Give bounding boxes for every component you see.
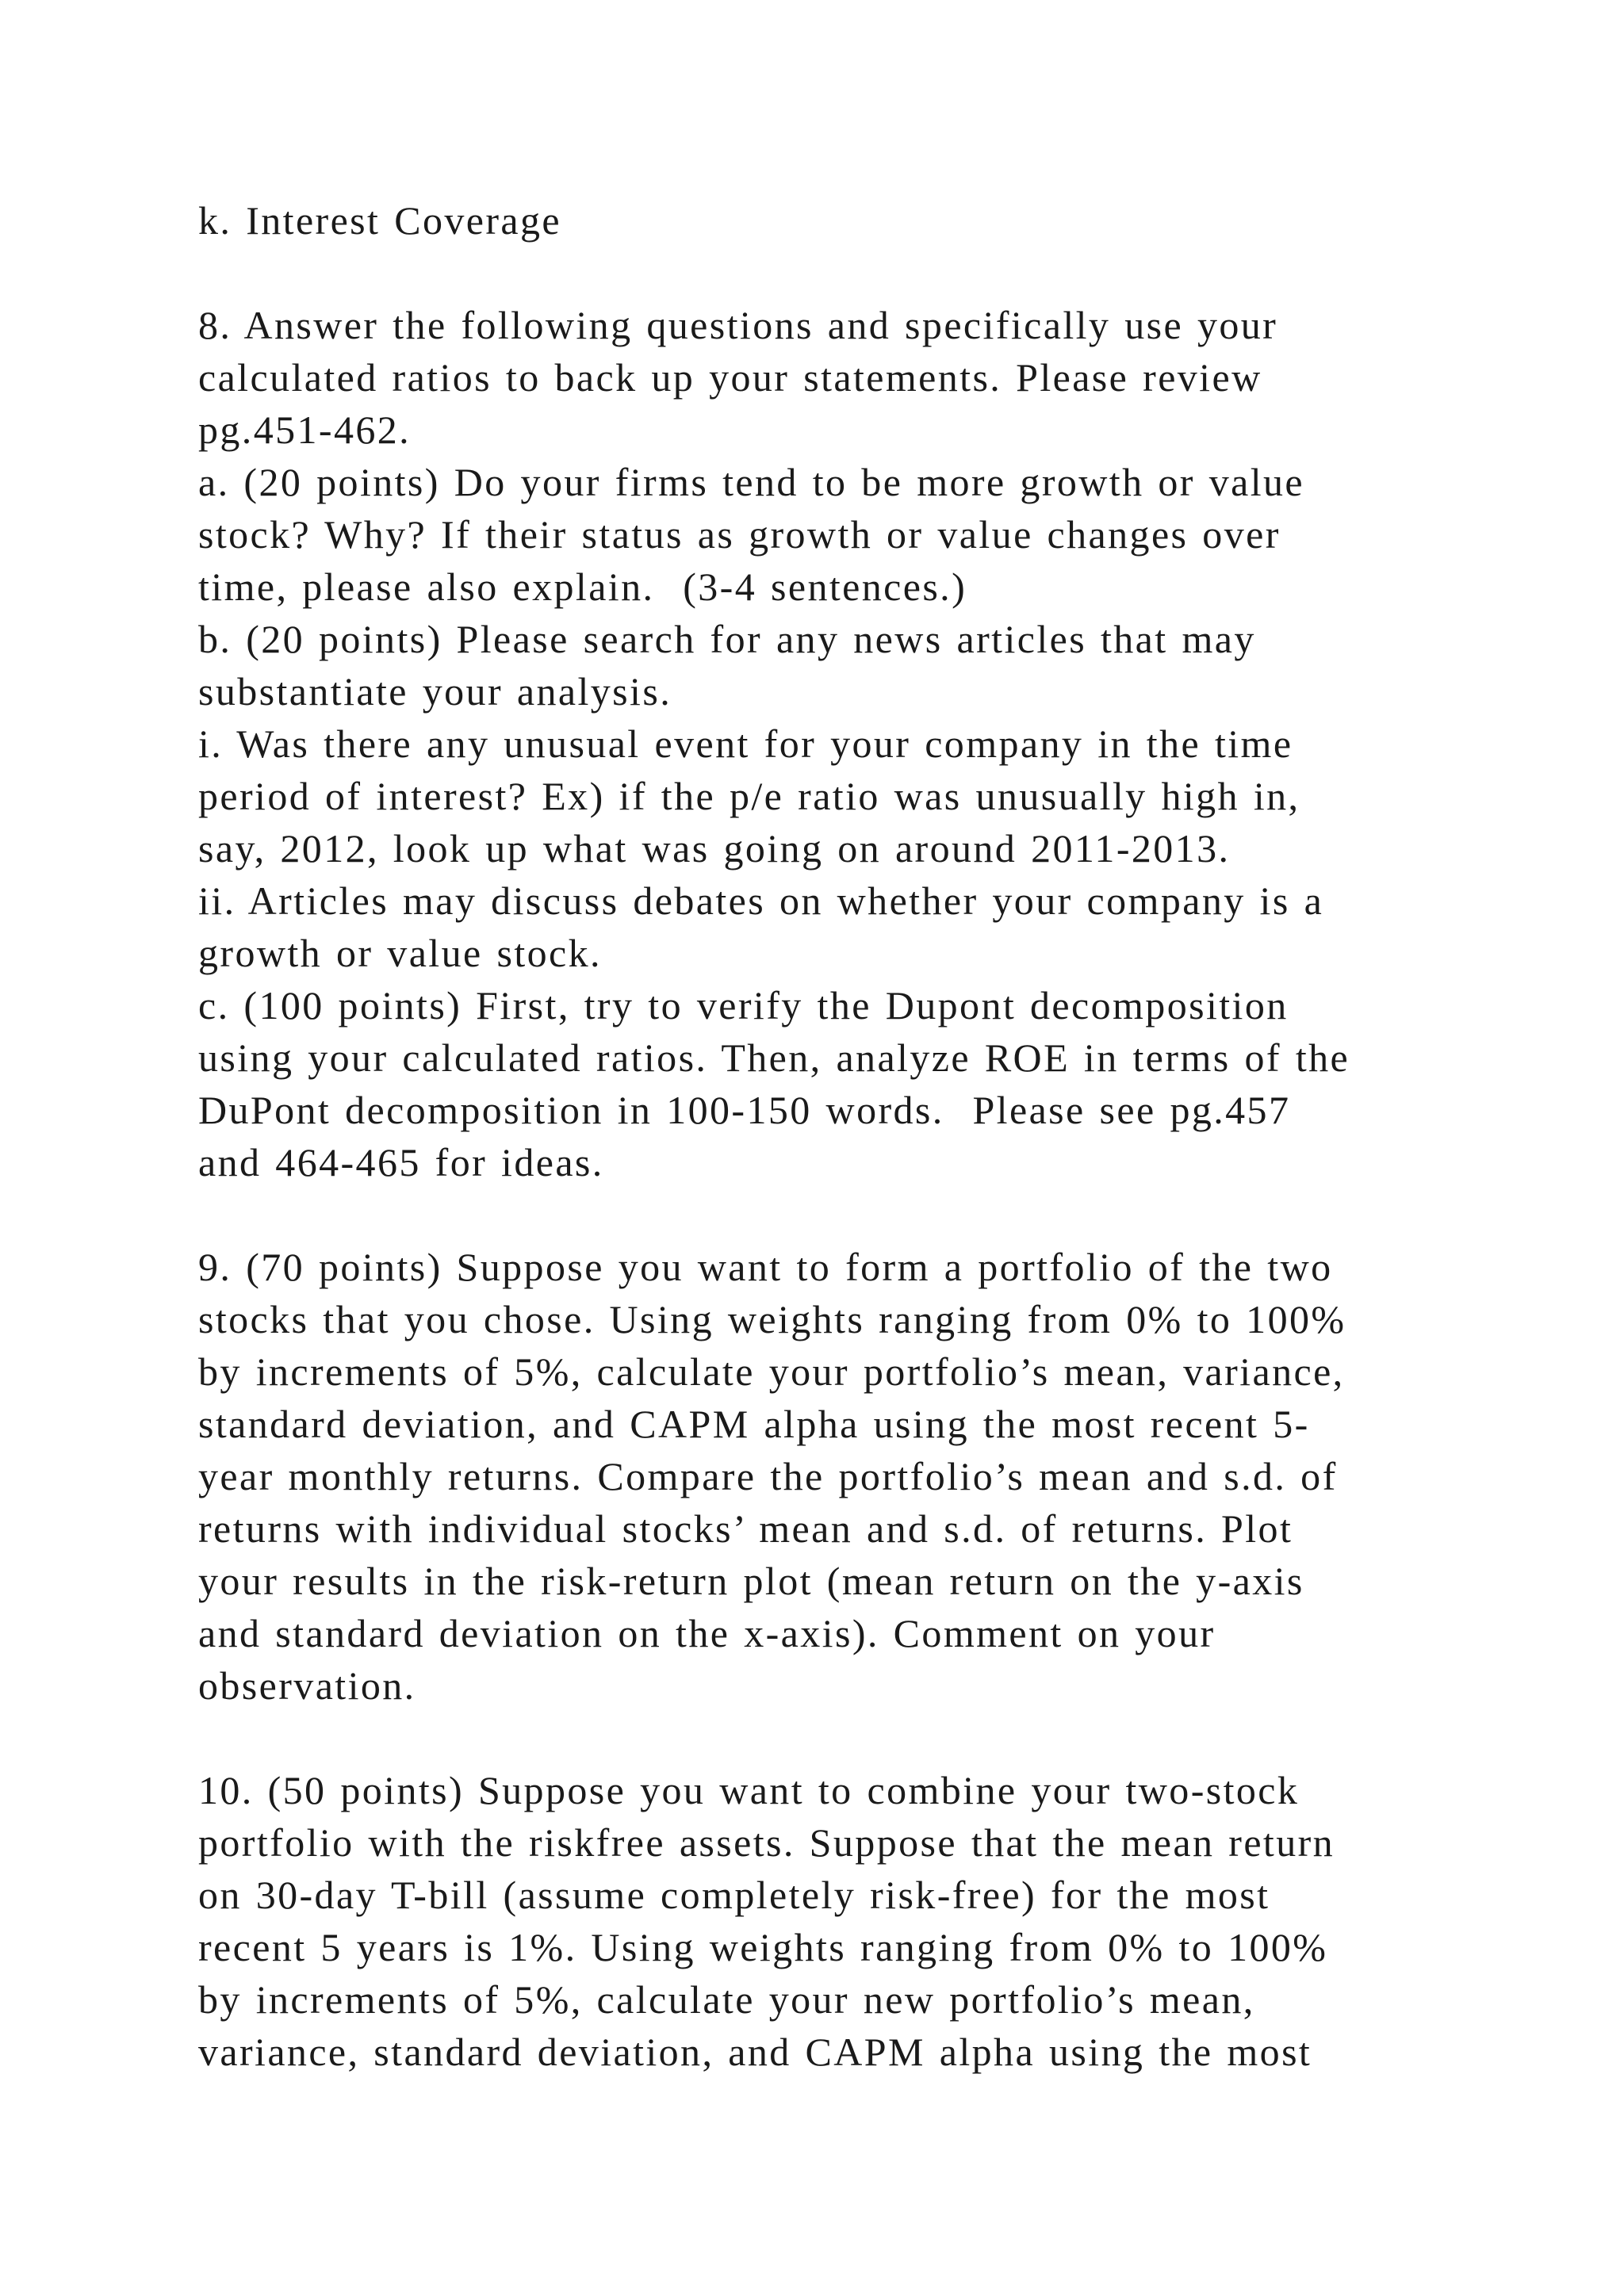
text-line: a. (20 points) Do your firms tend to be more growth or value (198, 460, 1305, 504)
text-line: on 30-day T-bill (assume completely risk-free) for the most (198, 1873, 1270, 1917)
text-line: stocks that you chose. Using weights ranging from 0% to 100% (198, 1297, 1346, 1341)
question-8 (198, 299, 1435, 1188)
text-line: i. Was there any unusual event for your company in the time (198, 721, 1293, 766)
text-line: stock? Why? If their status as growth or value changes over (198, 512, 1281, 557)
text-line: standard deviation, and CAPM alpha using the most recent 5- (198, 1402, 1310, 1446)
text-line: your results in the risk-return plot (mean return on the y-axis (198, 1559, 1304, 1603)
text-line: variance, standard deviation, and CAPM alpha using the most (198, 2030, 1312, 2074)
text-line: recent 5 years is 1%. Using weights ranging from 0% to 100% (198, 1925, 1328, 1969)
text-line: by increments of 5%, calculate your portfolio’s mean, variance, (198, 1349, 1345, 1394)
document-body (198, 194, 1435, 2078)
text-line: growth or value stock. (198, 931, 602, 975)
text-line: substantiate your analysis. (198, 669, 672, 714)
text-line: time, please also explain. (3-4 sentences.) (198, 564, 967, 609)
paragraph-gap (198, 1712, 1435, 1764)
text-line: observation. (198, 1663, 416, 1708)
text-line: pg.451-462. (198, 408, 412, 452)
text-line: and standard deviation on the x-axis). Comment on your (198, 1611, 1216, 1655)
text-line: calculated ratios to back up your statements. Please review (198, 355, 1262, 400)
text-line: 10. (50 points) Suppose you want to combine your two-stock (198, 1768, 1300, 1812)
heading-interest-coverage (198, 194, 1435, 247)
text-line: 8. Answer the following questions and specifically use your (198, 303, 1278, 347)
text-line: returns with individual stocks’ mean and s.d. of returns. Plot (198, 1506, 1293, 1551)
text-line: c. (100 points) First, try to verify the Dupont decomposition (198, 983, 1289, 1027)
text-line: ii. Articles may discuss debates on whether your company is a (198, 878, 1324, 923)
paragraph-gap (198, 247, 1435, 299)
question-9 (198, 1241, 1435, 1712)
text-line: b. (20 points) Please search for any news articles that may (198, 617, 1256, 661)
text-line: using your calculated ratios. Then, analyze ROE in terms of the (198, 1035, 1350, 1080)
question-10 (198, 1764, 1435, 2078)
text-line: by increments of 5%, calculate your new portfolio’s mean, (198, 1977, 1255, 2022)
paragraph-gap (198, 1188, 1435, 1241)
text-line: k. Interest Coverage (198, 198, 562, 243)
text-line: say, 2012, look up what was going on around 2011-2013. (198, 826, 1231, 871)
text-line: portfolio with the riskfree assets. Suppose that the mean return (198, 1820, 1335, 1865)
text-line: year monthly returns. Compare the portfolio’s mean and s.d. of (198, 1454, 1338, 1498)
text-line: DuPont decomposition in 100-150 words. Please see pg.457 (198, 1088, 1291, 1132)
text-line: and 464-465 for ideas. (198, 1140, 604, 1184)
text-line: 9. (70 points) Suppose you want to form a portfolio of the two (198, 1245, 1333, 1289)
text-line: period of interest? Ex) if the p/e ratio was unusually high in, (198, 774, 1300, 818)
